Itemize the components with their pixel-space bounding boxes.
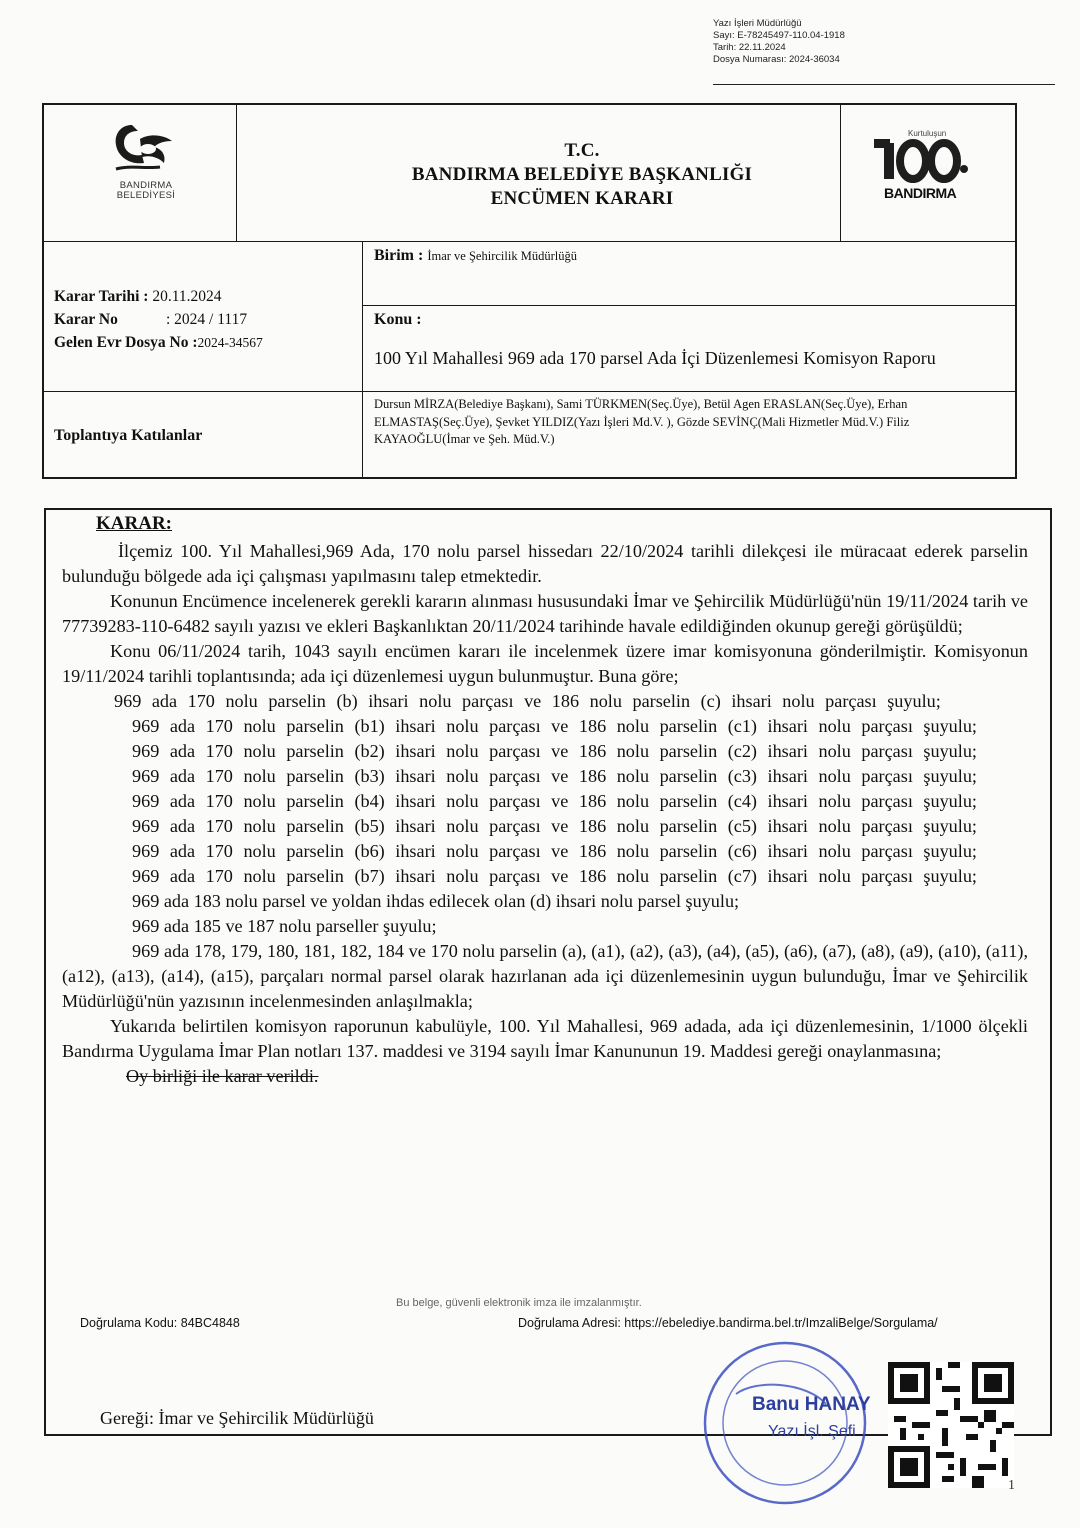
page-number: 1 xyxy=(1008,1478,1015,1493)
signer-title: Yazı İşl. Şefi xyxy=(768,1423,856,1440)
stamp-unit: Yazı İşleri Müdürlüğü xyxy=(713,18,802,29)
list-item: 969 ada 170 nolu parselin (b6) ihsari nolu parçası ve 186 nolu parselin (c6) ihsari nolu parçası şuyulu; xyxy=(132,841,977,861)
divider xyxy=(44,241,1015,242)
karar-tarihi-label: Karar Tarihi : xyxy=(54,288,149,305)
municipality-logo xyxy=(106,119,186,221)
stamp-rule xyxy=(713,84,1055,85)
unanimous-decision: Oy birliği ile karar verildi. xyxy=(126,1066,319,1086)
karar-no-value: : 2024 / 1117 xyxy=(166,311,248,328)
official-seal-icon xyxy=(696,1334,874,1512)
registry-stamp xyxy=(713,18,1053,86)
centenary-100-icon xyxy=(866,131,986,187)
verification-code: Doğrulama Kodu: 84BC4848 xyxy=(80,1316,240,1330)
institution-name: BANDIRMA BELEDİYE BAŞKANLIĞI xyxy=(411,164,753,185)
list-item: 969 ada 170 nolu parselin (b7) ihsari nolu parçası ve 186 nolu parselin (c7) ihsari nolu parçası şuyulu; xyxy=(132,866,977,886)
gelen-evrak-label: Gelen Evr Dosya No : xyxy=(54,334,198,351)
katilanlar-label: Toplantıya Katılanlar xyxy=(54,427,203,444)
list-item: 969 ada 170 nolu parselin (b) ihsari nolu parçası ve 186 nolu parselin (c) ihsari nolu parçası şuyulu; xyxy=(114,691,941,711)
centenary-brand: BANDIRMA xyxy=(884,185,957,201)
divider xyxy=(362,305,1015,306)
birim-value: İmar ve Şehircilik Müdürlüğü xyxy=(427,249,577,263)
katilanlar-value: Dursun MİRZA(Belediye Başkanı), Sami TÜRKMEN(Seç.Üye), Betül Agen ERASLAN(Seç.Üye), Erhan ELMASTAŞ(Seç.Üye), Şevket YILDIZ(Yazı İşleri Md.V. ), Gözde SEVİNÇ(Mali Hizmetler Müd.V.) Filiz KAYAOĞLU(İmar ve Şeh. Müd.V.) xyxy=(374,397,910,446)
list-item: 969 ada 170 nolu parselin (b4) ihsari nolu parçası ve 186 nolu parselin (c4) ihsari nolu parçası şuyulu; xyxy=(132,791,977,811)
paragraph-4: Yukarıda belirtilen komisyon raporunun kabulüyle, 100. Yıl Mahallesi, 969 adada, ada içi düzenlemesinin, 1/1000 ölçekli Bandırma Uygulama İmar Plan notları 137. maddesi ve 3194 sayılı İmar Kanununun 19. Maddesi gereği onaylanmasına; xyxy=(62,1016,1028,1061)
seagull-emblem-icon xyxy=(106,119,186,181)
paragraph-2: Konunun Encümence incelenerek gerekli kararın alınması hususundaki İmar ve Şehircilik Müdürlüğü'nün 19/11/2024 tarih ve 77739283-110-6482 sayılı yazısı ve ekleri Başkanlıktan 20/11/2024 tarihinde havale edildiğinden okunup gereği görüşüldü; xyxy=(62,591,1028,636)
divider xyxy=(44,391,1015,392)
geregi-line: Gereği: İmar ve Şehircilik Müdürlüğü xyxy=(100,1408,374,1428)
sentence-183: 969 ada 183 nolu parsel ve yoldan ihdas edilecek olan (d) ihsari nolu parsel şuyulu; xyxy=(132,891,740,911)
list-item: 969 ada 170 nolu parselin (b3) ihsari nolu parçası ve 186 nolu parselin (c3) ihsari nolu parçası şuyulu; xyxy=(132,766,977,786)
divider xyxy=(362,241,363,477)
karar-no-label: Karar No xyxy=(54,311,118,328)
qr-code-icon[interactable] xyxy=(888,1362,1014,1488)
verification-url: Doğrulama Adresi: https://ebelediye.bandirma.bel.tr/ImzaliBelge/Sorgulama/ xyxy=(518,1316,938,1330)
divider xyxy=(236,105,237,241)
sentence-185-187: 969 ada 185 ve 187 nolu parseller şuyulu; xyxy=(132,916,437,936)
paragraph-1: İlçemiz 100. Yıl Mahallesi,969 Ada, 170 nolu parsel hissedarı 22/10/2024 tarihli dilekçesi ile müracaat ederek parselin bulunduğu bölgede ada içi çalışması yapılmasını talep etmektedir. xyxy=(62,541,1028,586)
decision-meta xyxy=(54,285,263,354)
tc-heading: T.C. xyxy=(564,140,600,161)
signer-name: Banu HANAY xyxy=(752,1394,871,1415)
karar-tarihi-value: 20.11.2024 xyxy=(152,288,222,305)
centenary-small-text: Kurtuluşun xyxy=(908,129,947,138)
decision-body xyxy=(44,508,1052,1440)
konu-value: 100 Yıl Mahallesi 969 ada 170 parsel Ada İçi Düzenlemesi Komisyon Raporu xyxy=(374,348,936,368)
header-table xyxy=(42,103,1017,479)
stamp-number: Sayı: E-78245497-110.04-1918 xyxy=(713,30,845,41)
document-type: ENCÜMEN KARARI xyxy=(490,188,674,209)
esign-note: Bu belge, güvenli elektronik imza ile imzalanmıştır. xyxy=(396,1297,642,1309)
konu-label: Konu : xyxy=(374,311,422,328)
karar-heading: KARAR: xyxy=(96,513,172,534)
decision-text xyxy=(62,539,1028,1089)
gelen-evrak-value: 2024-34567 xyxy=(197,335,263,350)
logo-caption-2: BELEDİYESİ xyxy=(116,190,176,201)
logo-caption-1: BANDIRMA xyxy=(119,180,173,191)
centenary-logo xyxy=(866,131,986,211)
birim-label: Birim : xyxy=(374,247,424,264)
stamp-date: Tarih: 22.11.2024 xyxy=(713,42,786,53)
paragraph-3: Konu 06/11/2024 tarih, 1043 sayılı encümen kararı ile incelenmek üzere imar komisyonuna gönderilmiştir. Komisyonun 19/11/2024 tarihli toplantısında; ada içi düzenlemesi uygun bulunmuştur. Buna göre; xyxy=(62,641,1028,686)
document-title xyxy=(280,139,884,211)
stamp-file-number: Dosya Numarası: 2024-36034 xyxy=(713,54,840,65)
birim-row xyxy=(374,247,577,265)
list-item: 969 ada 170 nolu parselin (b1) ihsari nolu parçası ve 186 nolu parselin (c1) ihsari nolu parçası şuyulu; xyxy=(132,716,977,736)
sentence-178: 969 ada 178, 179, 180, 181, 182, 184 ve 170 nolu parselin (a), (a1), (a2), (a3), (a4), (a5), (a6), (a7), (a8), (a9), (a10), (a11), (a12), (a13), (a14), (a15), parçaları normal parsel olarak hazırlanan ada içi düzenlemesinin uygun bulunduğu, İmar ve Şehircilik Müdürlüğü'nün yazısının incelenmesinden anlaşılmakla; xyxy=(62,941,1028,1011)
list-item: 969 ada 170 nolu parselin (b2) ihsari nolu parçası ve 186 nolu parselin (c2) ihsari nolu parçası şuyulu; xyxy=(132,741,977,761)
list-item: 969 ada 170 nolu parselin (b5) ihsari nolu parçası ve 186 nolu parselin (c5) ihsari nolu parçası şuyulu; xyxy=(132,816,977,836)
